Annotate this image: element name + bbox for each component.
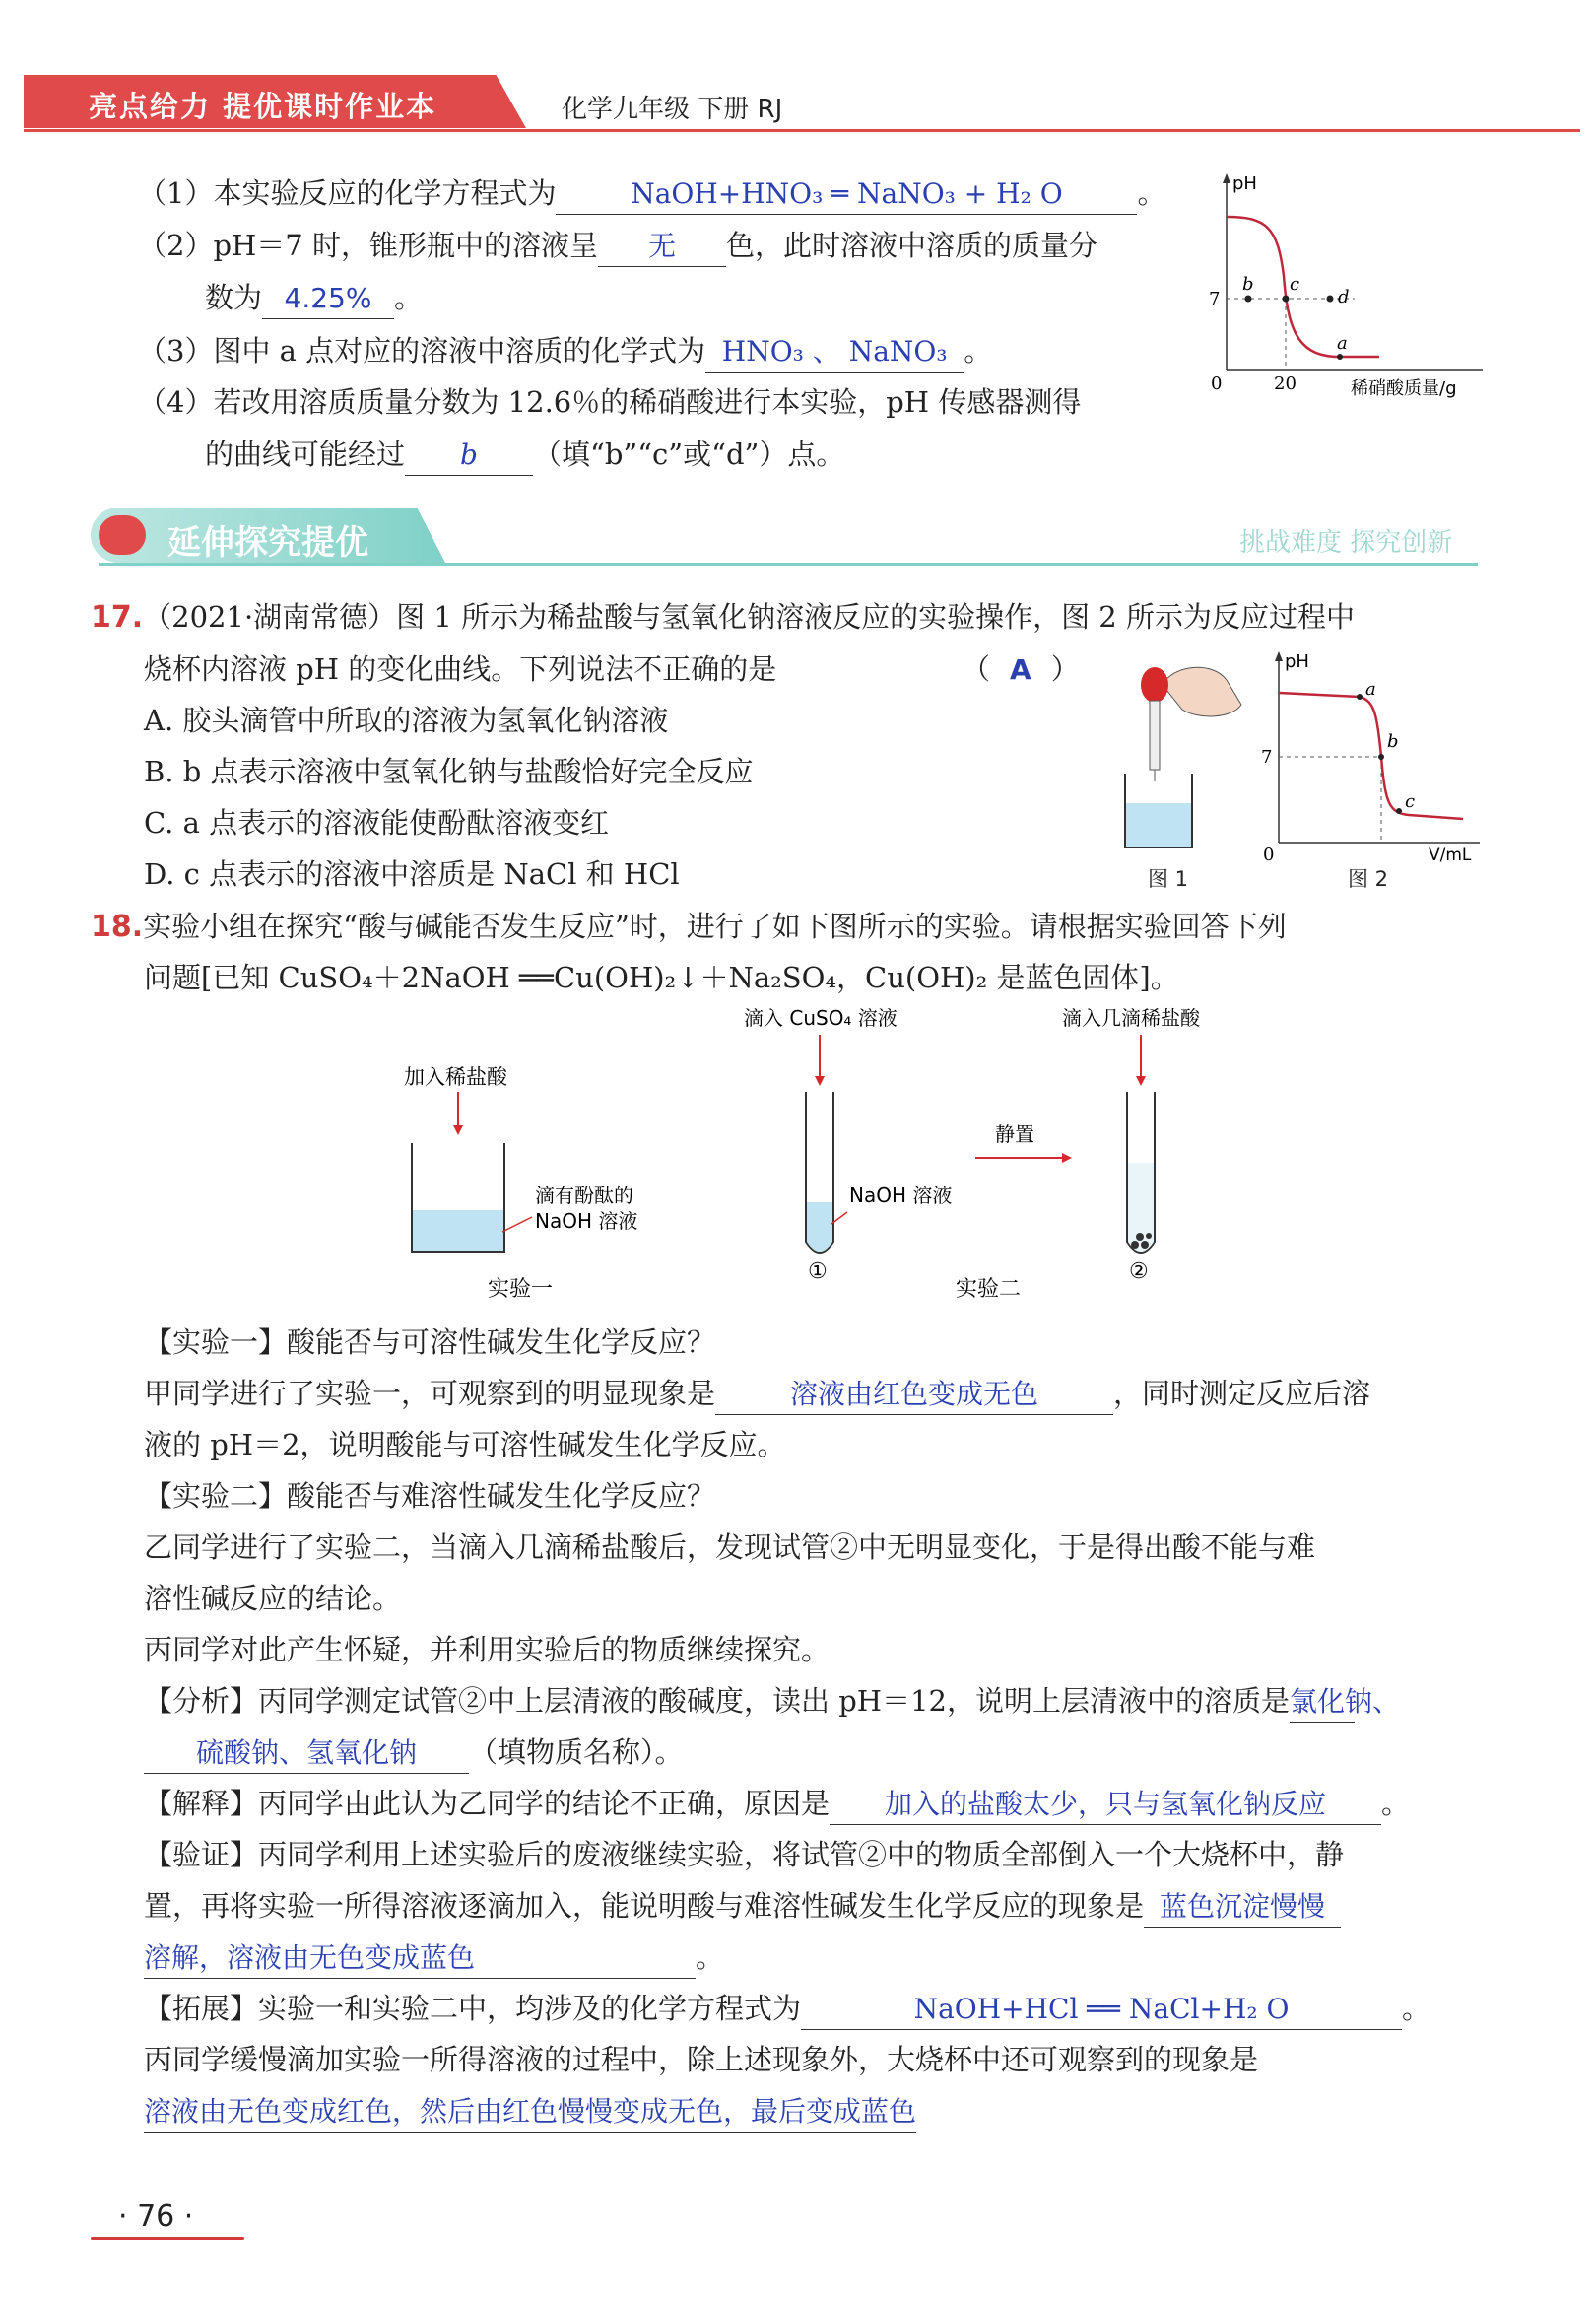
q17-hand (1163, 667, 1241, 716)
q18-drop-cuso4-label: 滴入 CuSO₄ 溶液 (744, 1006, 898, 1030)
q18-exp2-line3: 丙同学对此产生怀疑，并利用实验后的物质继续探究。 (144, 1633, 831, 1666)
q16-l3-text: 数为 (205, 281, 263, 314)
q18-verify-answer1: 蓝色沉淀慢慢 (1144, 1887, 1341, 1928)
q17-option-c: C. a 点表示的溶液能使酚酞溶液变红 (144, 806, 610, 840)
q17-label-a: a (1365, 679, 1376, 700)
q17-figure1-dropper (1103, 645, 1251, 892)
header-subject: 化学九年级 下册 RJ (562, 95, 783, 124)
q17-line2: 烧杯内溶液 pH 的变化曲线。下列说法不正确的是 (144, 652, 777, 686)
q16-l1-text: （1）本实验反应的化学方程式为 (138, 176, 557, 210)
q17-number: 17. (91, 600, 144, 635)
q18-extend-answer2: 溶液由无色变成红色，然后由红色慢慢变成无色，最后变成蓝色 (144, 2092, 916, 2133)
q18-add-hcl-label: 加入稀盐酸 (404, 1065, 507, 1089)
q18-number: 18. (91, 910, 144, 944)
q18-analysis-answer1: 氯化钠、 (1290, 1682, 1355, 1723)
q17-figure2-graph (1251, 645, 1488, 862)
q17-answer: A (1010, 653, 1031, 686)
q16-y7: 7 (1209, 289, 1221, 309)
q18-exp2-line1: 乙同学进行了实验二，当滴入几滴稀盐酸后，发现试管②中无明显变化，于是得出酸不能与难 (144, 1530, 1316, 1564)
q17-l1-text: （2021·湖南常德）图 1 所示为稀盐酸与氢氧化钠溶液反应的实验操作，图 2 所示为反应过程中 (143, 600, 1355, 634)
q16-l6-text: 的曲线可能经过 (205, 438, 406, 471)
q18-explain-answer: 加入的盐酸太少，只与氢氧化钠反应 (830, 1785, 1381, 1825)
q18-e1-answer: 溶液由红色变成无色 (715, 1375, 1113, 1415)
q18-explain-text: 【解释】丙同学由此认为乙同学的结论不正确，原因是 (144, 1787, 831, 1820)
q18-exp1-heading: 【实验一】酸能否与可溶性碱发生化学反应？ (144, 1325, 716, 1359)
q18-verify-line3 (144, 1937, 724, 1979)
q17-y7: 7 (1261, 747, 1273, 768)
q16-line6 (205, 435, 844, 476)
q17-dropper-bulb (1141, 667, 1168, 703)
page-number-rule (91, 2237, 244, 2240)
q18-analysis-text: 【分析】丙同学测定试管②中上层清液的酸碱度，读出 pH＝12，说明上层清液中的溶质是 (144, 1684, 1290, 1718)
q18-beaker-pointer (502, 1217, 532, 1232)
q18-tube2-label: ② (1129, 1259, 1149, 1284)
q17-line1 (91, 597, 1355, 638)
q16-l2-end: 色，此时溶液中溶质的质量分 (725, 229, 1097, 262)
q18-extend-line2: 丙同学缓慢滴加实验一所得溶液的过程中，除上述现象外，大烧杯中还可观察到的现象是 (144, 2043, 1259, 2076)
q18-experiment-figure (394, 1005, 1281, 1321)
q18-exp1-line1 (144, 1374, 1370, 1415)
q18-tube1-label: ① (808, 1259, 828, 1284)
q16-l6-end: （填“b”“c”或“d”）点。 (533, 438, 845, 471)
q18-extend-answer: NaOH+HCl ══ NaCl+H₂ O (801, 1990, 1402, 2030)
q18-extend-end: 。 (1402, 1992, 1431, 2025)
q17-curve (1279, 693, 1463, 819)
q17-ylabel: pH (1285, 651, 1309, 672)
q17-option-b: B. b 点表示溶液中氢氧化钠与盐酸恰好完全反应 (144, 755, 754, 788)
q17-option-d: D. c 点表示的溶液中溶质是 NaCl 和 HCl (144, 857, 680, 891)
q17-label-b: b (1387, 731, 1399, 752)
q16-point-a (1337, 354, 1343, 360)
q16-l1-answer: NaOH+HNO₃ ═ NaNO₃ + H₂ O (556, 174, 1137, 215)
q18-exp1-line2: 液的 pH＝2，说明酸能与可溶性碱发生化学反应。 (144, 1428, 786, 1461)
q16-line5: （4）若改用溶质质量分数为 12.6％的稀硝酸进行本实验，pH 传感器测得 (138, 385, 1082, 419)
q18-e1-text: 甲同学进行了实验一，可观察到的明显现象是 (144, 1377, 716, 1410)
q18-precipitate-1 (1131, 1241, 1139, 1249)
q17-fig2-label: 图 2 (1348, 867, 1389, 891)
q16-l1-end: 。 (1137, 176, 1166, 210)
q16-line4 (138, 331, 992, 373)
q16-point-d (1327, 296, 1334, 303)
q16-point-c (1283, 296, 1290, 303)
q18-drop-hcl-label: 滴入几滴稀盐酸 (1062, 1006, 1200, 1030)
q16-l2-answer: 无 (598, 227, 726, 267)
q18-analysis-line1 (144, 1681, 1400, 1723)
q18-analysis-answer2: 硫酸钠、氢氧化钠 (144, 1733, 469, 1774)
q18-line1 (91, 907, 1287, 947)
q18-verify-text: 置，再将实验一所得溶液逐滴加入，能说明酸与难溶性碱发生化学反应的现象是 (144, 1889, 1145, 1923)
q16-label-a: a (1337, 333, 1348, 354)
q17-label-c: c (1405, 791, 1416, 812)
q16-x20: 20 (1274, 373, 1297, 394)
q17-fig1-label: 图 1 (1148, 867, 1189, 891)
q17-x0: 0 (1263, 845, 1275, 862)
q18-verify-end: 。 (696, 1940, 725, 1974)
q16-x0: 0 (1211, 373, 1223, 394)
q18-beaker-label1: 滴有酚酞的 (535, 1184, 633, 1207)
section-subtitle: 挑战难度 探究创新 (1239, 528, 1453, 558)
q16-l4-answer: HNO₃ 、 NaNO₃ (705, 332, 964, 373)
q17-point-b (1378, 754, 1384, 760)
q18-explain-end: 。 (1381, 1787, 1411, 1820)
q17-option-a: A. 胶头滴管中所取的溶液为氢氧化钠溶液 (144, 704, 669, 737)
section-title: 延伸探究提优 (167, 523, 368, 563)
q16-line2 (138, 226, 1097, 267)
q18-arrow1-head (453, 1125, 463, 1135)
q17-dropper-tube (1150, 701, 1160, 770)
q16-label-d: d (1338, 287, 1350, 307)
q17-point-a (1357, 694, 1363, 700)
q16-l4-text: （3）图中 a 点对应的溶液中溶质的化学式为 (138, 334, 706, 368)
q16-l2-text: （2）pH＝7 时，锥形瓶中的溶液呈 (138, 229, 598, 262)
q17-paren-right: ） (1050, 652, 1080, 686)
q16-label-b: b (1242, 274, 1254, 295)
q18-rest-label: 静置 (995, 1122, 1034, 1146)
q18-arrow-rest-head (1062, 1153, 1072, 1163)
q18-naoh-label: NaOH 溶液 (849, 1184, 953, 1207)
section-badge-icon (99, 515, 146, 555)
q18-analysis-line2 (144, 1732, 684, 1774)
q18-extend-line3 (144, 2091, 916, 2133)
q18-exp1-label: 实验一 (488, 1277, 554, 1302)
q18-precipitate-3 (1136, 1233, 1144, 1241)
q18-arrow3-head (1136, 1076, 1146, 1086)
q18-verify-line1: 【验证】丙同学利用上述实验后的废液继续实验，将试管②中的物质全部倒入一个大烧杯中，静 (144, 1838, 1345, 1871)
q18-explain-line (144, 1784, 1410, 1825)
q16-ph-graph (1197, 168, 1493, 404)
q17-y-arrow (1275, 651, 1283, 661)
q16-label-c: c (1290, 274, 1300, 295)
q18-beaker-liquid (413, 1210, 503, 1251)
q16-l6-answer: b (405, 436, 533, 476)
q17-paren-left: （ (962, 652, 991, 686)
q18-e1-end: ，同时测定反应后溶 (1113, 1377, 1371, 1410)
q16-l4-end: 。 (964, 334, 993, 368)
q18-verify-line2 (144, 1886, 1341, 1928)
q18-verify-answer2: 溶解，溶液由无色变成蓝色 (144, 1938, 696, 1979)
q18-arrow2-head (815, 1076, 825, 1086)
q16-ylabel: pH (1232, 173, 1257, 194)
q18-beaker-label2: NaOH 溶液 (535, 1209, 638, 1233)
q17-xlabel: V/mL (1429, 846, 1472, 862)
q18-exp2-label: 实验二 (956, 1277, 1022, 1302)
q16-xlabel: 稀硝酸质量/g (1351, 378, 1457, 399)
q18-line2: 问题[已知 CuSO₄＋2NaOH ══Cu(OH)₂↓＋Na₂SO₄，Cu(OH)₂ 是蓝色固体]。 (144, 961, 1179, 994)
q18-tube1-liquid (807, 1202, 832, 1252)
q16-point-b (1245, 296, 1252, 303)
q18-extend-text: 【拓展】实验一和实验二中，均涉及的化学方程式为 (144, 1992, 802, 2025)
q17-beaker-liquid (1126, 803, 1191, 847)
q17-answer-bracket (962, 649, 1080, 690)
q18-extend-line1 (144, 1989, 1430, 2030)
q16-l3-end: 。 (394, 281, 424, 314)
q16-y-arrow (1223, 173, 1230, 183)
q18-analysis-end: （填物质名称）。 (469, 1735, 684, 1769)
page-number: · 76 · (118, 2200, 194, 2234)
header-rule (24, 129, 1580, 132)
q18-exp2-line2: 溶性碱反应的结论。 (144, 1582, 402, 1615)
q17-point-c (1396, 808, 1402, 814)
q18-exp2-heading: 【实验二】酸能否与难溶性碱发生化学反应？ (144, 1479, 716, 1513)
q16-line1 (138, 173, 1165, 215)
q18-precipitate-2 (1141, 1241, 1149, 1249)
header-brand: 亮点给力 提优课时作业本 (89, 90, 437, 123)
q18-precipitate-4 (1146, 1233, 1152, 1239)
q18-l1-text: 实验小组在探究“酸与碱能否发生反应”时，进行了如下图所示的实验。请根据实验回答下列 (143, 910, 1287, 943)
q16-line3 (205, 278, 423, 319)
q16-l3-answer: 4.25% (262, 279, 394, 319)
